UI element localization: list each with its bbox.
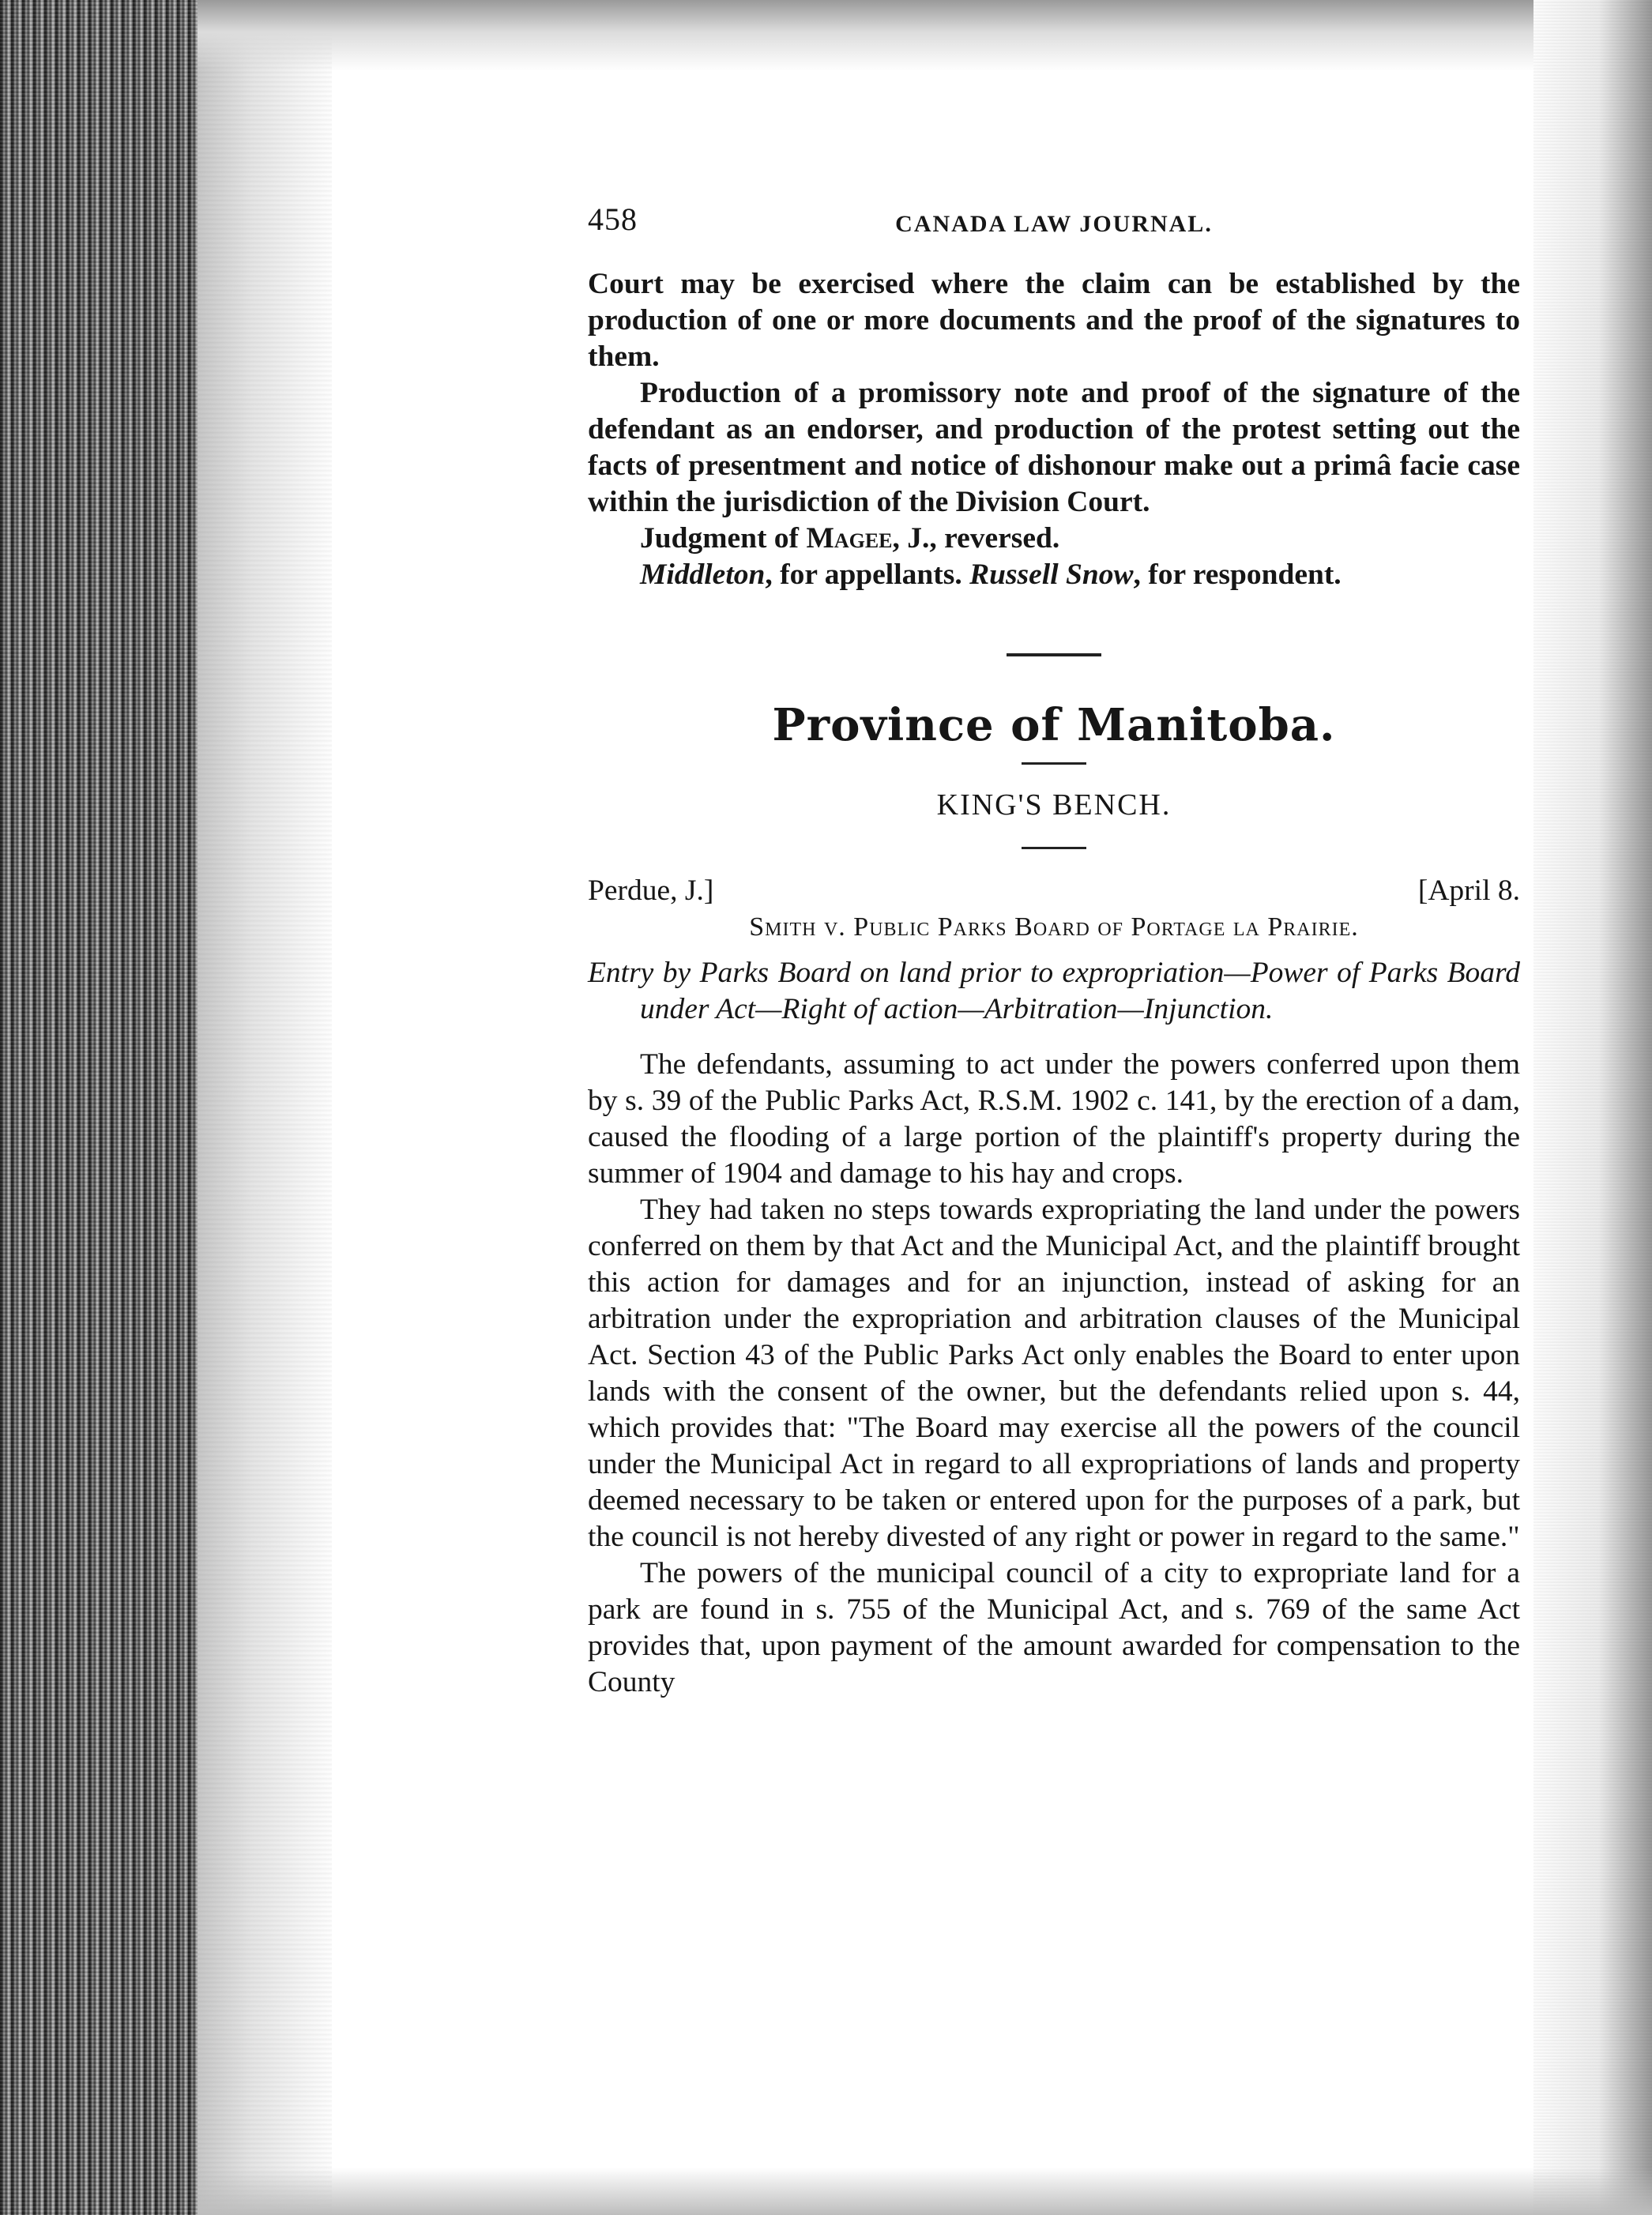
bottom-scan-edge xyxy=(198,2168,1652,2215)
judgment-prefix: Judgment of xyxy=(640,522,807,555)
respondent-counsel: Russell Snow xyxy=(969,558,1134,591)
counsel-line xyxy=(588,557,1520,593)
section-divider xyxy=(1007,653,1101,656)
appellant-counsel: Middleton xyxy=(640,558,766,591)
page-gutter-shadow xyxy=(198,0,332,2215)
judgment-suffix: , J., reversed. xyxy=(892,522,1060,555)
book-binding-shadow xyxy=(0,0,198,2215)
decision-date: [April 8. xyxy=(1417,874,1520,907)
judge-date-line xyxy=(588,873,1520,909)
body-paragraph-3: The powers of the municipal council of a city to expropriate land for a park are found in s. 755 of the Municipal Act, and s. 769 of the same Act provides that, upon payment of the amount awarded for compensation to the County xyxy=(588,1557,1520,1698)
body-paragraph-1: The defendants, assuming to act under the powers conferred upon them by s. 39 of the Public Parks Act, R.S.M. 1902 c. 141, by the erection of a dam, caused the flooding of a large portion of the plaintiff's property during the summer of 1904 and damage to his hay and crops. xyxy=(588,1048,1520,1190)
body-paragraph-2: They had taken no steps towards expropriating the land under the powers conferred on them by that Act and the Municipal Act, and the plaintiff brought this action for damages and for an injunction, instead of asking for an arbitration under the expropriation and arbitration clauses of the Municipal Act. Section 43 of the Public Parks Act only enables the Board to enter upon lands with the consent of the owner, but the defendants relied upon s. 44, which provides that: "The Board may exercise all the powers of the council under the Municipal Act in regard to all expropriations of lands and property deemed necessary to be taken or entered upon for the purposes of a park, but the council is not hereby divested of any right or power in regard to the same." xyxy=(588,1194,1520,1553)
province-heading: Province of Manitoba. xyxy=(772,699,1336,751)
appellant-role: , for appellants. xyxy=(765,558,970,591)
journal-title: CANADA LAW JOURNAL. xyxy=(895,211,1213,237)
page-number: 458 xyxy=(588,201,638,237)
judgment-judge: Magee xyxy=(806,522,893,555)
judge-name: Perdue, J.] xyxy=(588,874,714,907)
judgment-line xyxy=(588,521,1520,557)
holding-paragraph: Production of a promissory note and proof of the signature of the defendant as an endorser, and production of the protest setting out the facts of presentment and notice of dishonour make out a primâ facie case within the jurisdiction of the Division Court. xyxy=(588,377,1520,518)
court-divider xyxy=(1022,847,1086,849)
running-head xyxy=(588,201,1520,249)
headnote: Entry by Parks Board on land prior to expropriation—Power of Parks Board under Act—Right of action—Arbitration—Injunction. xyxy=(588,957,1520,1025)
right-scan-edge xyxy=(1533,0,1652,2215)
heading-divider xyxy=(1022,762,1086,765)
case-title: Smith v. Public Parks Board of Portage la Prairie. xyxy=(749,912,1359,942)
document-page xyxy=(588,201,1520,1701)
respondent-role: , for respondent. xyxy=(1133,558,1342,591)
court-heading: KING'S BENCH. xyxy=(936,788,1172,822)
continuation-paragraph: Court may be exercised where the claim can be established by the production of one or more documents and the proof of the signatures to them. xyxy=(588,268,1520,373)
top-scan-edge xyxy=(198,0,1652,71)
